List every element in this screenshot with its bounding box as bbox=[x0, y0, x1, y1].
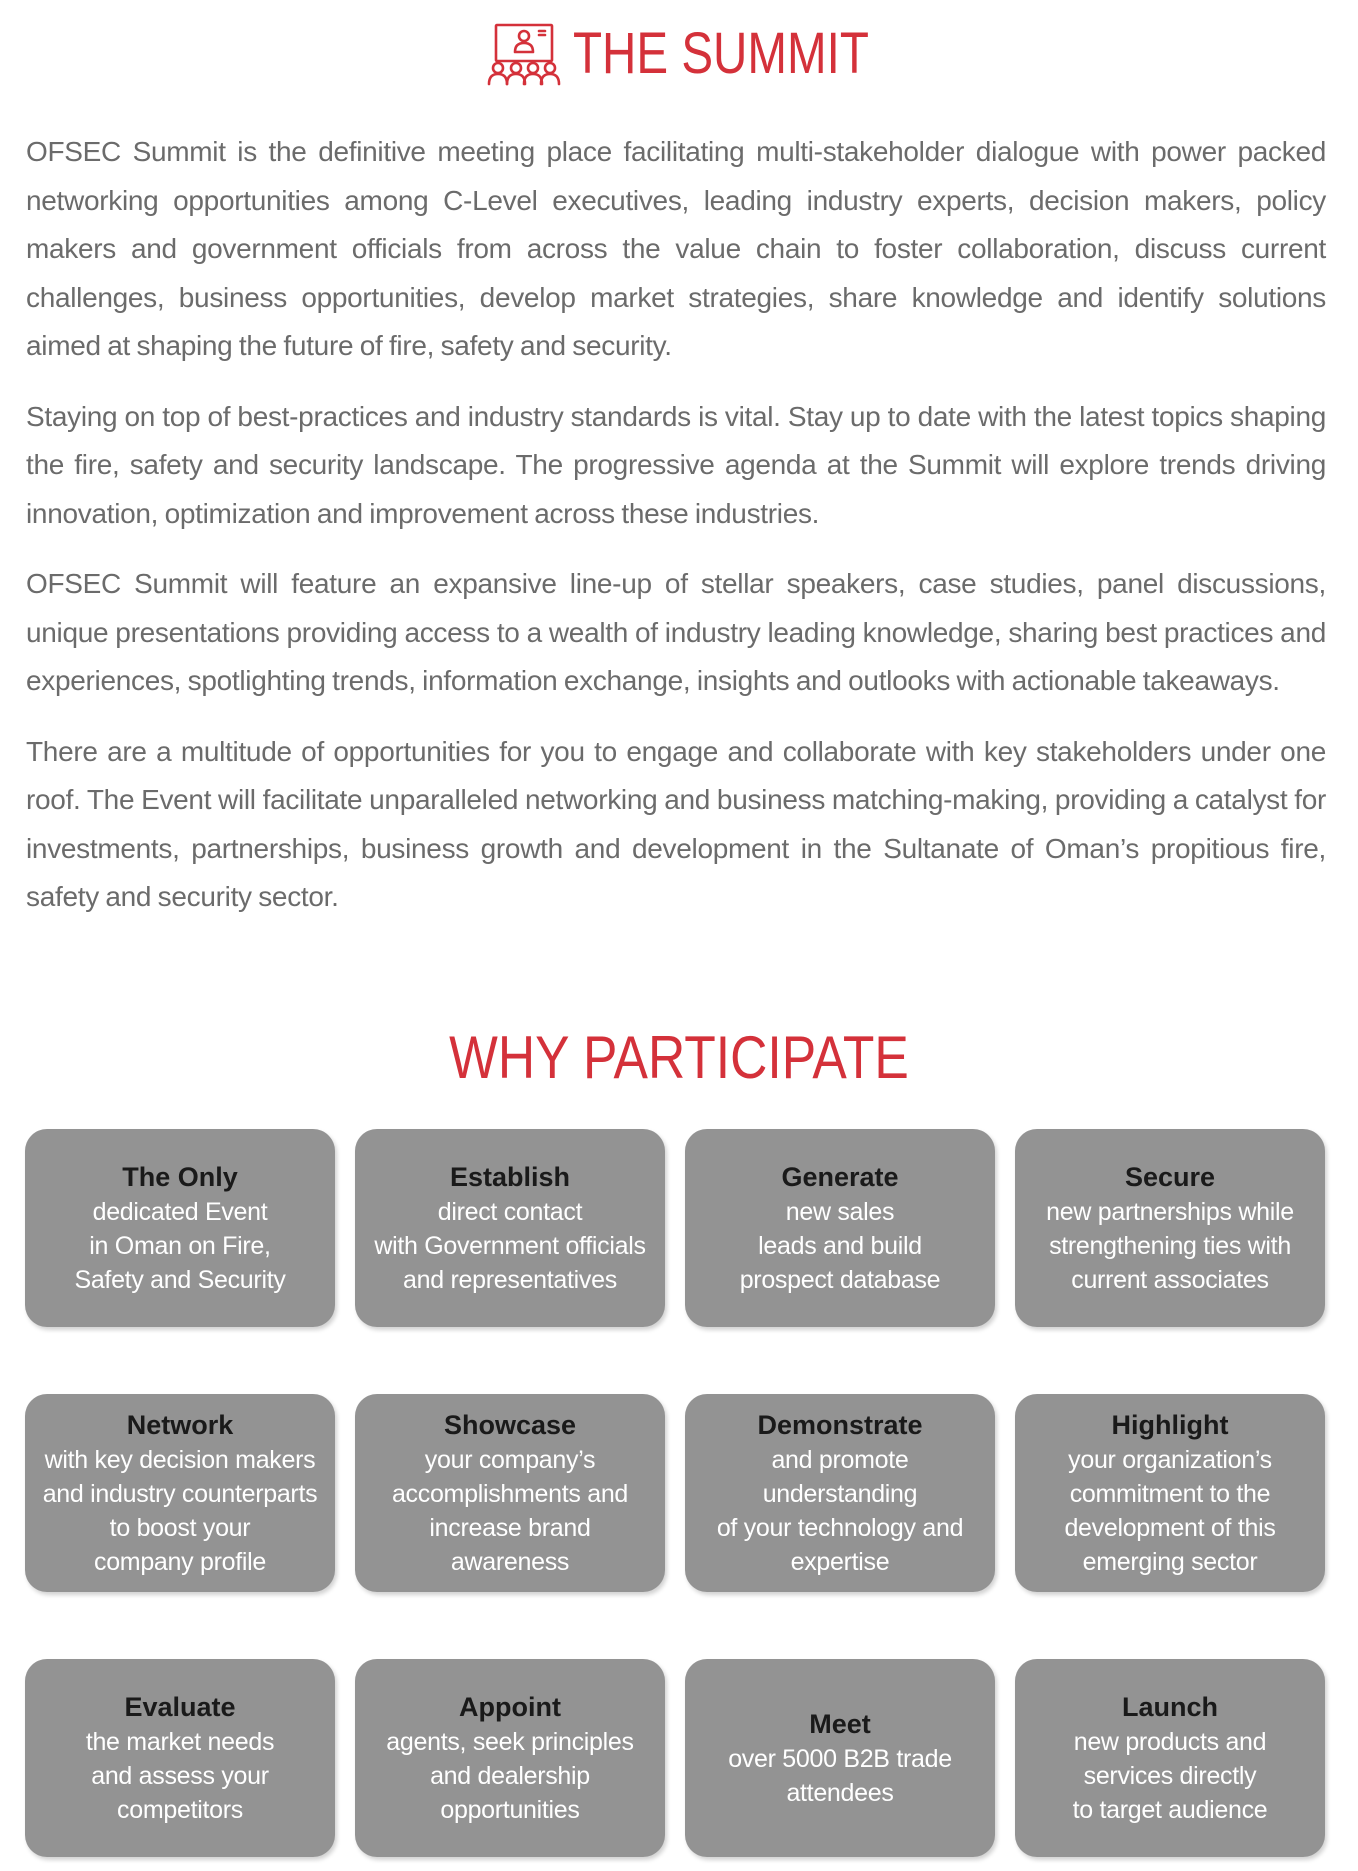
card-body: new partnerships while strengthening ties with current associates bbox=[1046, 1198, 1294, 1294]
card-title: Launch bbox=[1121, 1692, 1218, 1722]
paragraph: Staying on top of best-practices and industry standards is vital. Stay up to date with the latest topics shaping the fire, safety and security landscape. The progressive agenda at the Summit will explore trends driving innovation, optimization and improvement across these industries. bbox=[26, 400, 1326, 529]
presentation-audience-icon bbox=[487, 22, 561, 86]
card-title: The Only bbox=[122, 1162, 238, 1192]
why-participate-title: WHY PARTICIPATE bbox=[449, 1024, 909, 1091]
card-title: Evaluate bbox=[124, 1692, 236, 1722]
summit-title: THE SUMMIT bbox=[572, 21, 869, 86]
summit-header bbox=[0, 18, 1358, 90]
card-title: Secure bbox=[1124, 1162, 1216, 1192]
card-body: the market needs and assess your competitors bbox=[85, 1728, 275, 1824]
card-body: your organization’s commitment to the development of this emerging sector bbox=[1064, 1446, 1276, 1576]
card-body: new sales leads and build prospect database bbox=[739, 1198, 941, 1294]
paragraph: There are a multitude of opportunities for you to engage and collaborate with key stakeholders under one roof. The Event will facilitate unparalleled networking and business matching-making, providing a catalyst for investments, partnerships, business growth and development in the Sultanate of Oman’s propitious fire, safety and security sector. bbox=[26, 735, 1326, 912]
card-title: Showcase bbox=[443, 1410, 577, 1440]
card-body: dedicated Event in Oman on Fire, Safety and Security bbox=[74, 1198, 286, 1294]
card-title: Meet bbox=[809, 1709, 871, 1739]
summit-description bbox=[26, 128, 1326, 944]
reason-card bbox=[355, 1394, 665, 1592]
card-title: Generate bbox=[781, 1162, 899, 1192]
reason-card bbox=[25, 1394, 335, 1592]
card-title: Demonstrate bbox=[757, 1410, 923, 1440]
reason-card bbox=[685, 1394, 995, 1592]
card-body: with key decision makers and industry counterparts to boost your company profile bbox=[42, 1446, 318, 1576]
card-body: direct contact with Government officials and representatives bbox=[374, 1198, 646, 1294]
paragraph: OFSEC Summit will feature an expansive line-up of stellar speakers, case studies, panel discussions, unique presentations providing access to a wealth of industry leading knowledge, sharing best practices and experiences, spotlighting trends, information exchange, insights and outlooks with actionable takeaways. bbox=[26, 568, 1326, 696]
card-body: agents, seek principles and dealership opportunities bbox=[386, 1728, 634, 1824]
card-title: Appoint bbox=[459, 1692, 561, 1722]
card-title: Network bbox=[126, 1410, 234, 1440]
card-body: over 5000 B2B trade attendees bbox=[728, 1745, 952, 1807]
reason-card bbox=[355, 1129, 665, 1327]
reason-card bbox=[1015, 1394, 1325, 1592]
reason-card bbox=[685, 1129, 995, 1327]
card-title: Highlight bbox=[1111, 1410, 1229, 1440]
why-participate-grid bbox=[25, 1129, 1326, 1857]
card-body: and promote understanding of your technology and expertise bbox=[716, 1446, 964, 1576]
reason-card bbox=[685, 1659, 995, 1857]
card-body: new products and services directly to target audience bbox=[1072, 1728, 1268, 1824]
card-body: your company’s accomplishments and increase brand awareness bbox=[391, 1446, 629, 1576]
reason-card bbox=[25, 1659, 335, 1857]
card-title: Establish bbox=[449, 1162, 571, 1192]
reason-card bbox=[1015, 1659, 1325, 1857]
paragraph: OFSEC Summit is the definitive meeting place facilitating multi-stakeholder dialogue with power packed networking opportunities among C-Level executives, leading industry experts, decision makers, policy makers and government officials from across the value chain to foster collaboration, discuss current challenges, business opportunities, develop market strategies, share knowledge and identify solutions aimed at shaping the future of fire, safety and security. bbox=[26, 136, 1326, 361]
reason-card bbox=[25, 1129, 335, 1327]
reason-card bbox=[355, 1659, 665, 1857]
reason-card bbox=[1015, 1129, 1325, 1327]
